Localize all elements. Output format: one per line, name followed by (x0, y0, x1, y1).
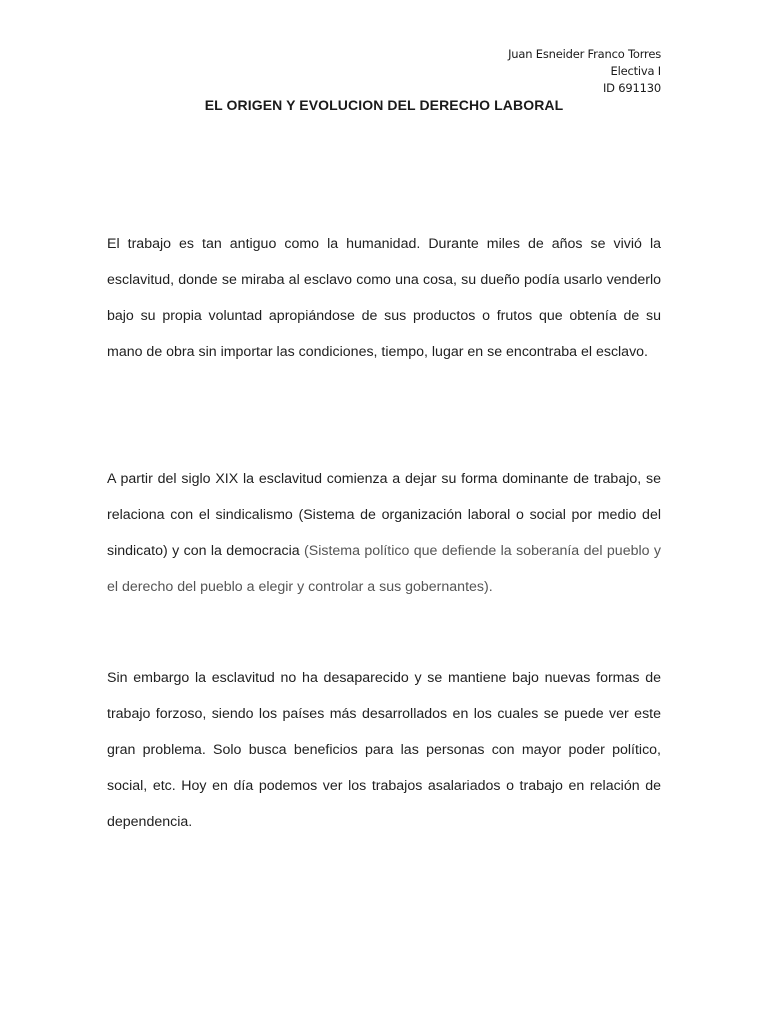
student-id: ID 691130 (602, 81, 661, 95)
document-title: EL ORIGEN Y EVOLUCION DEL DERECHO LABORAL (204, 97, 564, 113)
paragraph-2-main: A partir del siglo XIX la esclavitud comienza a dejar su forma dominante de trabajo, se relaciona con el sindicalismo (Sistema de organización laboral o social por medio del sindicato) y con la democracia (107, 471, 661, 559)
author-name: Juan Esneider Franco Torres (508, 47, 661, 61)
course-name: Electiva I (610, 64, 661, 78)
paragraph-1: El trabajo es tan antiguo como la humanidad. Durante miles de años se vivió la esclavitud, donde se miraba al esclavo como una cosa, su dueño podía usarlo venderlo bajo su propia voluntad apropiándose de sus productos o frutos que obtenía de su mano de obra sin importar las condiciones, tiempo, lugar en se encontraba el esclavo. (107, 236, 661, 360)
paragraph-2-definition: (Sistema político que defiende la soberanía del pueblo y el derecho del pueblo a elegir y controlar a sus gobernantes). (107, 543, 662, 595)
paragraph-3: Sin embargo la esclavitud no ha desaparecido y se mantiene bajo nuevas formas de trabajo forzoso, siendo los países más desarrollados en los cuales se puede ver este gran problema. Solo busca beneficios para las personas con mayor poder político, social, etc. Hoy en día podemos ver los trabajos asalariados o trabajo en relación de dependencia. (107, 670, 661, 830)
author-header (508, 46, 661, 97)
paragraph-2 (107, 461, 661, 605)
